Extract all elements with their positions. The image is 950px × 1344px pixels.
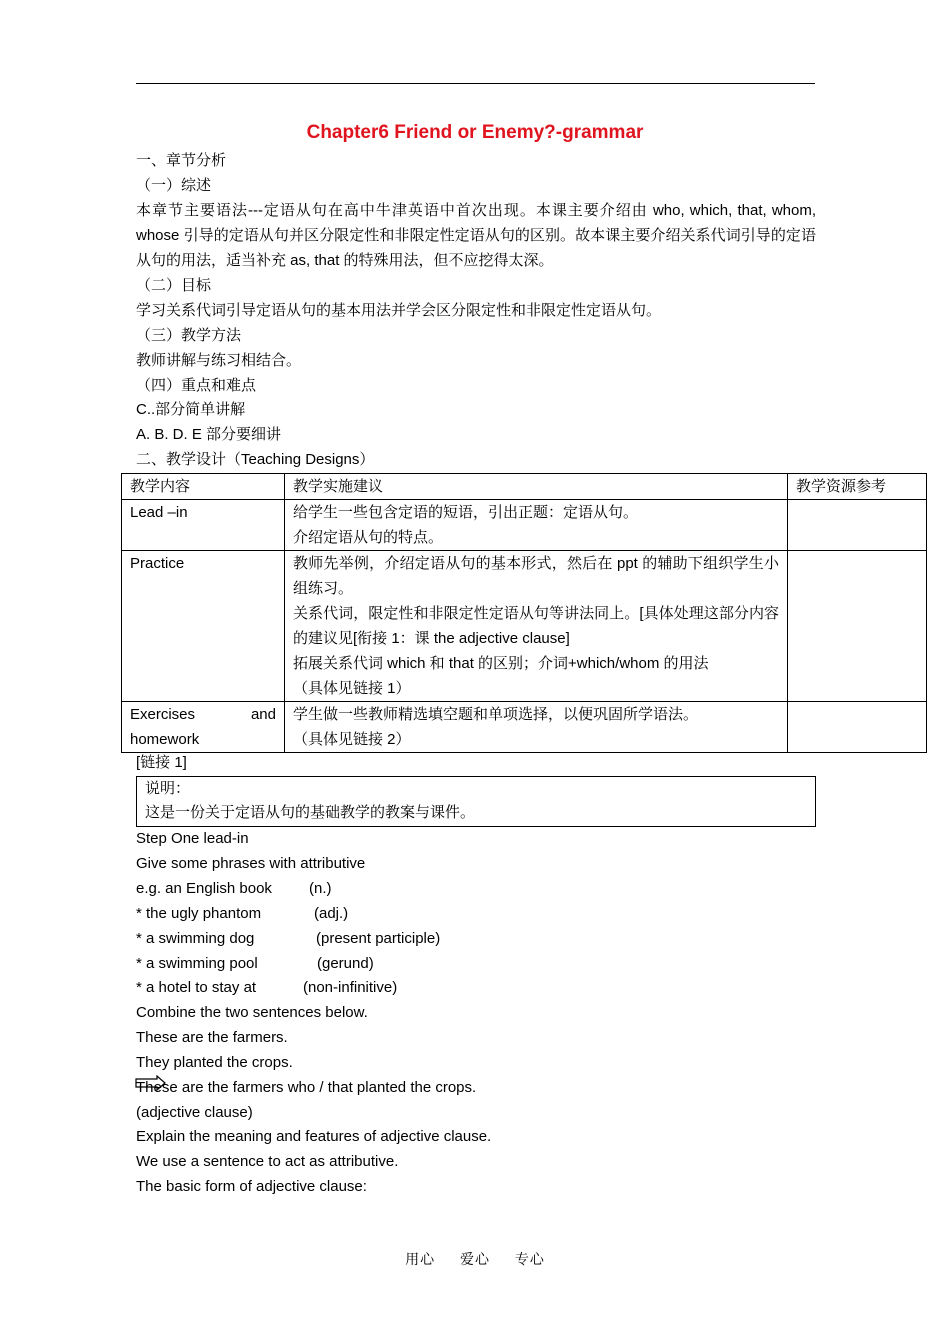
example-tag: (present participle) — [316, 930, 441, 947]
example-row — [136, 951, 374, 976]
header-rule — [136, 83, 815, 84]
page-title: Chapter6 Friend or Enemy?-grammar — [306, 122, 644, 143]
row-suggestion — [285, 551, 788, 702]
note-text: 这是一份关于定语从句的基础教学的教案与课件。 — [145, 804, 476, 821]
header-suggestion: 教学实施建议 — [285, 474, 788, 500]
example-row — [136, 926, 441, 951]
table-row — [122, 500, 927, 551]
row-resource — [788, 500, 927, 551]
example-phrase: * a swimming pool — [136, 955, 258, 972]
step-one-heading: Step One lead-in — [136, 830, 249, 847]
content-word: and — [250, 706, 276, 723]
example-row — [136, 975, 398, 1000]
suggestion-line: 给学生一些包含定语的短语，引出正题：定语从句。 — [293, 504, 639, 521]
combined-sentence: These are the farmers who / that planted the crops. — [136, 1079, 477, 1096]
content-word: Exercises — [130, 706, 196, 723]
section1-heading: 一、章节分析 — [136, 152, 227, 169]
footer-item: 用心 — [405, 1251, 436, 1267]
section2-heading: 二、教学设计（Teaching Designs） — [136, 451, 375, 468]
method-heading: （三）教学方法 — [136, 327, 242, 344]
use-line: We use a sentence to act as attributive. — [136, 1153, 399, 1170]
table-header-row — [122, 474, 927, 500]
example-tag: (n.) — [309, 880, 332, 897]
header-resource: 教学资源参考 — [788, 474, 927, 500]
method-text: 教师讲解与练习相结合。 — [136, 352, 302, 369]
suggestion-line: （具体见链接 1） — [293, 680, 411, 697]
suggestion-line: 关系代词，限定性和非限定性定语从句等讲法同上。[具体处理这部分内容的建议见[衔接 1：课 the adjective clause] — [293, 605, 779, 647]
goal-text: 学习关系代词引导定语从句的基本用法并学会区分限定性和非限定性定语从句。 — [136, 302, 662, 319]
row-content: Lead –in — [122, 500, 285, 551]
keypoint-abde: A. B. D. E 部分要细讲 — [136, 426, 282, 443]
clause-label: (adjective clause) — [136, 1104, 253, 1121]
content-word: homework — [130, 731, 200, 748]
row-suggestion — [285, 702, 788, 753]
overview-text: 本章节主要语法---定语从句在高中牛津英语中首次出现。本课主要介绍由 who, which, that, whom, whose 引导的定语从句并区分限定性和非限定性定语从句的区别。故本课主要介绍关系代词引导的定语从句的用法，适当补充 as, that 的特殊用法，但不应挖得太深。 — [136, 202, 816, 269]
note-box — [136, 776, 816, 827]
example-row — [136, 876, 332, 901]
link1-label: [链接 1] — [136, 754, 187, 771]
suggestion-line: 拓展关系代词 which 和 that 的区别；介词+which/whom 的用法 — [293, 655, 709, 672]
row-resource — [788, 551, 927, 702]
example-tag: (gerund) — [317, 955, 374, 972]
header-content: 教学内容 — [122, 474, 285, 500]
step-one-intro: Give some phrases with attributive — [136, 855, 366, 872]
keypoints-heading: （四）重点和难点 — [136, 377, 257, 394]
goal-heading: （二）目标 — [136, 277, 212, 294]
note-title: 说明： — [145, 780, 191, 797]
example-phrase: * a hotel to stay at — [136, 979, 257, 996]
row-content — [122, 702, 285, 753]
example-row — [136, 901, 349, 926]
basic-form-line: The basic form of adjective clause: — [136, 1178, 367, 1195]
suggestion-line: （具体见链接 2） — [293, 731, 411, 748]
suggestion-line: 介绍定语从句的特点。 — [293, 529, 444, 546]
example-phrase: * the ugly phantom — [136, 905, 262, 922]
combine-instruction: Combine the two sentences below. — [136, 1004, 368, 1021]
suggestion-line: 教师先举例，介绍定语从句的基本形式，然后在 ppt 的辅助下组织学生小组练习。 — [293, 555, 779, 597]
table-row — [122, 551, 927, 702]
sentence-2: They planted the crops. — [136, 1054, 293, 1071]
page-footer — [0, 1249, 950, 1269]
example-phrase: e.g. an English book — [136, 880, 272, 897]
footer-item: 专心 — [514, 1251, 545, 1267]
footer-item: 爱心 — [460, 1251, 490, 1267]
teaching-design-table — [121, 473, 927, 753]
example-tag: (adj.) — [314, 905, 349, 922]
row-content: Practice — [122, 551, 285, 702]
row-suggestion — [285, 500, 788, 551]
explain-line: Explain the meaning and features of adjective clause. — [136, 1128, 492, 1145]
table-row — [122, 702, 927, 753]
row-resource — [788, 702, 927, 753]
overview-heading: （一）综述 — [136, 177, 212, 194]
suggestion-line: 学生做一些教师精选填空题和单项选择，以便巩固所学语法。 — [293, 706, 699, 723]
example-phrase: * a swimming dog — [136, 930, 255, 947]
example-tag: (non-infinitive) — [303, 979, 398, 996]
sentence-1: These are the farmers. — [136, 1029, 288, 1046]
keypoint-c: C..部分简单讲解 — [136, 401, 246, 418]
